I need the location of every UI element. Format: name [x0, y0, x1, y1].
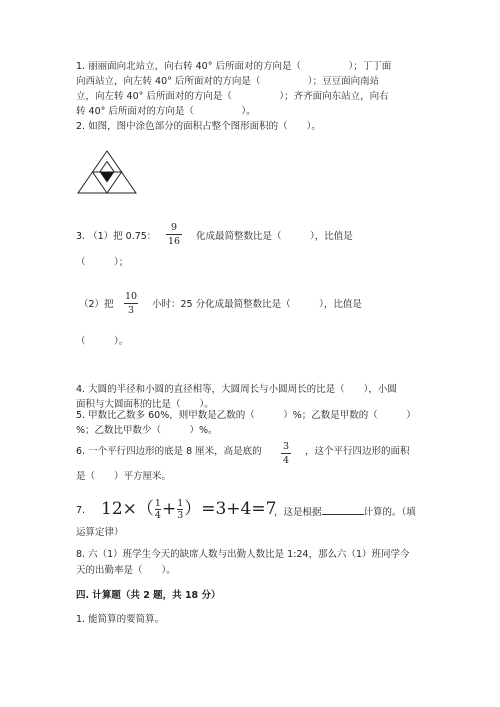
- fraction-numerator: 9: [170, 222, 178, 233]
- q7-fraction-1-4: [155, 499, 161, 520]
- q6-line2: 是（ ）平方厘米。: [76, 471, 172, 482]
- q6-prefix: 6. 一个平行四边形的底是 8 厘米，高是底的: [76, 446, 262, 457]
- q8-line1: 8. 六（1）班学生今天的缺席人数与出勤人数比是 1:24，那么六（1）班同学今: [76, 549, 410, 560]
- q7-expression: [101, 499, 276, 520]
- q3-part1-prefix: 3. （1）把 0.75：: [76, 231, 157, 242]
- q4-line2: 面积与大圆面积的比是（ ）。: [76, 399, 214, 410]
- fraction-numerator: 3: [282, 441, 290, 452]
- q7-line2: 运算定律）: [76, 527, 124, 538]
- fraction-numerator: 10: [124, 291, 138, 302]
- q7-number: 7.: [76, 505, 86, 516]
- fraction-denominator: 4: [154, 510, 161, 521]
- triangle-figure: [76, 149, 138, 195]
- q2-text: 2. 如图，图中涂色部分的面积占整个图形面积的（ ）。: [76, 121, 321, 132]
- q1-line3: 立，向左转 40° 后所面对的方向是（ ）；齐齐面向东站立，向右: [76, 91, 389, 102]
- q3-part2-suffix: 小时：25 分化成最简整数比是（ ），比值是: [152, 299, 362, 310]
- q1-line4: 转 40° 后所面对的方向是（ ）。: [76, 106, 256, 117]
- q3-fraction-9-16: [166, 222, 182, 247]
- q7-answer-blank[interactable]: [322, 505, 364, 515]
- expr-part-a: 12×（: [101, 499, 154, 519]
- q6-fraction-3-4: [281, 441, 291, 466]
- q3-part2-cont: （ ）。: [76, 336, 129, 347]
- q3-part1-suffix: 化成最简整数比是（ ），比值是: [196, 231, 353, 242]
- q7-tail: [274, 505, 416, 519]
- q6-suffix: ，这个平行四边形的面积: [305, 446, 410, 457]
- fraction-denominator: 16: [167, 236, 181, 247]
- q5-line2: %；乙数比甲数少（ ）%。: [76, 425, 218, 436]
- q7-tail-post: 计算的。（填: [363, 507, 416, 518]
- fraction-numerator: 1: [177, 498, 184, 509]
- fraction-numerator: 1: [154, 498, 161, 509]
- q7-fraction-1-3: [177, 499, 183, 520]
- q5-line1: 5. 甲数比乙数多 60%，则甲数是乙数的（ ）%；乙数是甲数的（ ）: [76, 410, 416, 421]
- expr-part-b: ）=3+4=7: [184, 499, 277, 519]
- q1-line1: 1. 丽丽面向北站立，向右转 40° 后所面对的方向是（ ）；丁丁面: [76, 61, 392, 72]
- q3-part1-cont: （ ）；: [76, 257, 129, 268]
- c1-text: 1. 能简算的要简算。: [76, 614, 165, 625]
- section-heading: 四. 计算题（共 2 题，共 18 分）: [76, 590, 221, 601]
- q4-line1: 4. 大圆的半径和小圆的直径相等，大圆周长与小圆周长的比是（ ），小圆: [76, 384, 397, 395]
- fraction-denominator: 4: [282, 455, 290, 466]
- expr-plus: +: [161, 499, 177, 519]
- q8-line2: 天的出勤率是（ ）。: [76, 565, 176, 576]
- q3-part2-prefix: （2）把: [79, 299, 114, 310]
- q3-fraction-10-3: [124, 291, 138, 316]
- q1-line2: 向西站立，向左转 40° 后所面对的方向是（ ）；豆豆面向南站: [76, 76, 380, 87]
- fraction-denominator: 3: [177, 510, 184, 521]
- q7-tail-pre: ，这是根据: [274, 507, 322, 518]
- fraction-denominator: 3: [127, 305, 135, 316]
